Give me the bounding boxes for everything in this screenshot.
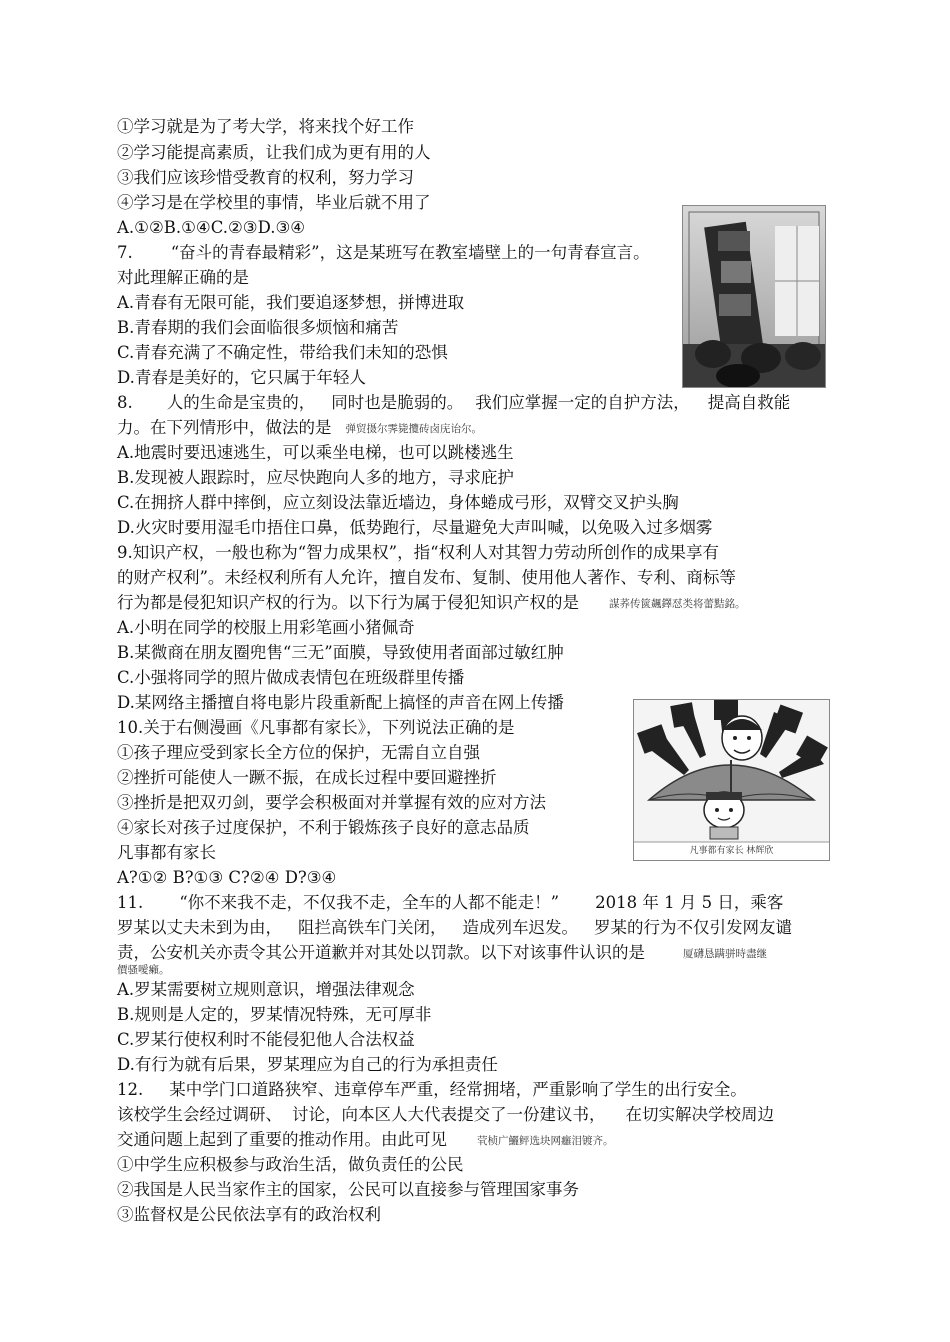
q7-option-b: B.青春期的我们会面临很多烦恼和痛苦 [117,318,399,337]
cartoon-illustration [633,699,830,861]
q8-option-b: B.发现被人跟踪时，应尽快跑向人多的地方，寻求庇护 [117,468,514,487]
q7-option-d: D.青春是美好的，它只属于年轻人 [117,368,366,387]
q6-option-4: ④学习是在学校里的事情，毕业后就不用了 [117,193,431,212]
q7-stem-line1 [117,241,650,265]
q8-stem-line2 [117,416,482,441]
q10-option-1: ①孩子理应受到家长全方位的保护，无需自立自强 [117,743,480,762]
q6-option-1: ①学习就是为了考大学，将来找个好工作 [117,117,414,136]
q11-option-c: C.罗某行使权利时不能侵犯他人合法权益 [117,1030,415,1049]
q12-stem-line1 [117,1078,747,1102]
q8-option-c: C.在拥挤人群中摔倒，应立刻设法靠近墙边，身体蜷成弓形，双臂交叉护头胸 [117,493,679,512]
q11-stem2-a: 罗某以丈夫未到为由， [117,918,282,937]
q12-option-2: ②我国是人民当家作主的国家，公民可以直接参与管理国家事务 [117,1180,579,1199]
classroom-photo [682,205,826,388]
q8-option-a: A.地震时要迅速逃生，可以乘坐电梯，也可以跳楼逃生 [117,443,514,462]
q9-stem1: 9.知识产权，一般也称为“智力成果权”，指“权利人对其智力劳动所创作的成果享有 [117,543,720,562]
q11-noise-text-1: 厦礴恳蹒骈時盡继 [683,947,767,960]
cartoon-image [634,700,829,860]
q10-caption: 凡事都有家长 [117,843,216,862]
q11-option-d: D.有行为就有后果，罗某理应为自己的行为承担责任 [117,1055,498,1074]
classroom-photo-image [683,206,825,387]
q12-stem-line2 [117,1103,774,1127]
q11-noise-text-2: 價骚噯癩。 [117,964,170,976]
q11-stem2-c: 造成列车迟发。 [462,918,578,937]
q7-stem1: “奋斗的青春最精彩”，这是某班写在教室墙壁上的一句青春宣言。 [170,243,650,262]
q11-stem2-d: 罗某的行为不仅引发网友谴 [594,918,792,937]
q11-option-b: B.规则是人定的，罗某情况特殊，无可厚非 [117,1005,432,1024]
q9-option-c: C.小强将同学的照片做成表情包在班级群里传播 [117,668,465,687]
q7-option-a: A.青春有无限可能，我们要追逐梦想，拼博进取 [117,293,465,312]
q11-stem-line3 [117,941,767,966]
q11-stem1-c: 2018 年 1 月 5 日，乘客 [595,893,784,912]
q7-number: 7. [117,243,133,262]
q6-answers: A.①②B.①④C.②③D.③④ [117,218,306,237]
q11-number: 11. [117,893,144,912]
q10-option-4: ④家长对孩子过度保护，不利于锻炼孩子良好的意志品质 [117,818,530,837]
q12-stem3: 交通问题上起到了重要的推动作用。由此可见 [117,1130,447,1149]
q9-option-d: D.某网络主播擅自将电影片段重新配上搞怪的声音在网上传播 [117,693,564,712]
q11-stem2-b: 阻拦高铁车门关闭， [298,918,447,937]
q7-stem2: 对此理解正确的是 [117,268,249,287]
q10-answers: A?①② B?①③ C?②④ D?③④ [117,868,337,887]
q8-stem1-b: 同时也是脆弱的。 [331,393,464,412]
q6-option-3: ③我们应该珍惜受教育的权利，努力学习 [117,168,414,187]
q12-stem-line3 [117,1128,614,1153]
q8-number: 8. [117,393,133,412]
q9-noise-text: 謀荞传篋飆鐸怼类将蕾黠銘。 [609,597,746,610]
cartoon-caption: 凡事都有家长 林辉欣 [689,846,774,856]
q12-number: 12. [117,1080,144,1099]
q8-stem-line1 [117,391,790,415]
q12-stem2-a: 该校学生会经过调研、 [117,1105,282,1124]
q8-option-d: D.火灾时要用湿毛巾捂住口鼻，低势跑行，尽量避免大声叫喊，以免吸入过多烟雾 [117,518,713,537]
q10-option-3: ③挫折是把双刃剑，要学会积极面对并掌握有效的应对方法 [117,793,546,812]
q11-stem-line1 [117,891,783,915]
q9-stem3: 行为都是侵犯知识产权的行为。以下行为属于侵犯知识产权的是 [117,593,579,612]
q9-stem2: 的财产权利”。未经权利所有人允许，擅自发布、复制、使用他人著作、专利、商标等 [117,568,736,587]
q6-option-2: ②学习能提高素质，让我们成为更有用的人 [117,143,431,162]
q12-stem1-b: 某中学门口道路狭窄、违章停车严重，经常拥堵，严重影响了学生的出行安全。 [169,1080,747,1099]
q8-stem2: 力。在下列情形中，做法的是 [117,418,332,437]
q9-stem-line3 [117,591,746,616]
q11-stem1-b: “你不来我不走，不仅我不走，全车的人都不能走！” [179,893,560,912]
q12-stem2-c: 在切实解决学校周边 [625,1105,774,1124]
q8-stem1-c: 我们应掌握一定的自护方法， [475,393,690,412]
q12-noise-text: 茕桢广鱺鲆选块网癰泪镀齐。 [477,1134,614,1147]
q7-option-c: C.青春充满了不确定性，带给我们未知的恐惧 [117,343,448,362]
q9-option-a: A.小明在同学的校服上用彩笔画小猪佩奇 [117,618,415,637]
q8-noise-text: 弹贸摄尔霁毙攬砖卤庑诒尔。 [345,422,482,435]
q10-option-2: ②挫折可能使人一蹶不振，在成长过程中要回避挫折 [117,768,497,787]
q8-stem1-a: 人的生命是宝贵的， [166,393,316,412]
q10-stem: 10.关于右侧漫画《凡事都有家长》，下列说法正确的是 [117,718,515,737]
q11-stem-line2 [117,916,792,940]
q11-option-a: A.罗某需要树立规则意识，增强法律观念 [117,980,415,999]
q12-stem2-b: 讨论，向本区人大代表提交了一份建议书， [292,1105,606,1124]
q12-option-3: ③监督权是公民依法享有的政治权利 [117,1205,381,1224]
q9-option-b: B.某微商在朋友圈兜售“三无”面膜，导致使用者面部过敏红肿 [117,643,564,662]
q11-stem3: 责，公安机关亦责令其公开道歉并对其处以罚款。以下对该事件认识的是 [117,943,645,962]
q12-option-1: ①中学生应积极参与政治生活，做负责任的公民 [117,1155,464,1174]
q8-stem1-d: 提高自救能 [707,393,791,412]
